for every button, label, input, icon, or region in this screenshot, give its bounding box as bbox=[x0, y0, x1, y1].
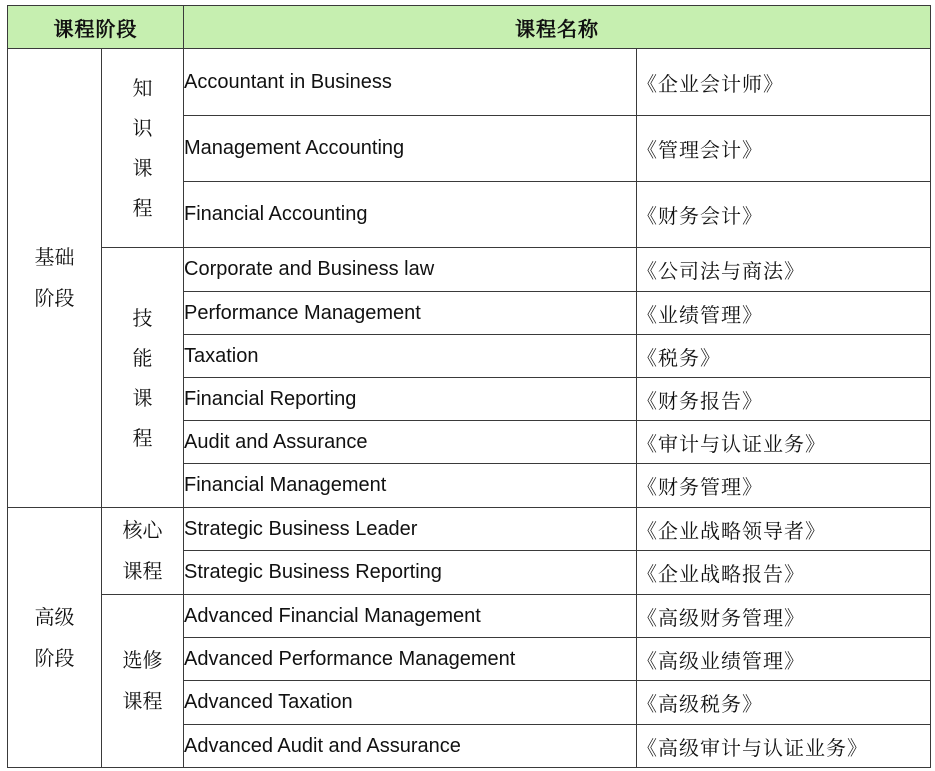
course-name-en: Financial Management bbox=[184, 464, 637, 508]
course-name-zh: 《企业会计师》 bbox=[637, 49, 931, 116]
advanced-stage-line2: 阶段 bbox=[34, 645, 75, 670]
advanced-stage-line1: 高级 bbox=[34, 604, 75, 629]
course-name-zh: 《高级财务管理》 bbox=[637, 595, 931, 638]
elective-courses-label bbox=[102, 595, 184, 768]
course-name-en: Management Accounting bbox=[184, 116, 637, 182]
course-name-zh: 《企业战略报告》 bbox=[637, 551, 931, 595]
basic-stage-line2: 阶段 bbox=[34, 286, 75, 310]
course-name-en: Financial Accounting bbox=[184, 182, 637, 248]
course-name-zh: 《财务报告》 bbox=[637, 378, 931, 421]
table-row bbox=[8, 508, 931, 551]
header-row bbox=[8, 6, 931, 49]
course-name-en: Advanced Financial Management bbox=[184, 595, 637, 638]
core-label-line2: 课程 bbox=[122, 559, 163, 583]
course-name-en: Advanced Taxation bbox=[184, 681, 637, 725]
skills-char: 程 bbox=[132, 425, 153, 450]
course-name-zh: 《税务》 bbox=[637, 335, 931, 378]
course-name-zh: 《业绩管理》 bbox=[637, 292, 931, 335]
skills-char: 能 bbox=[132, 345, 153, 370]
knowledge-char: 识 bbox=[132, 116, 153, 140]
course-table bbox=[7, 5, 931, 768]
course-name-en: Advanced Audit and Assurance bbox=[184, 725, 637, 768]
course-name-en: Corporate and Business law bbox=[184, 248, 637, 292]
knowledge-courses-label bbox=[102, 49, 184, 248]
advanced-stage-label bbox=[8, 508, 102, 768]
course-name-en: Financial Reporting bbox=[184, 378, 637, 421]
header-course-name: 课程名称 bbox=[184, 6, 931, 49]
skills-char: 技 bbox=[132, 305, 153, 330]
course-name-zh: 《公司法与商法》 bbox=[637, 248, 931, 292]
core-courses-label bbox=[102, 508, 184, 595]
course-name-zh: 《高级审计与认证业务》 bbox=[637, 725, 931, 768]
course-name-en: Performance Management bbox=[184, 292, 637, 335]
course-name-zh: 《财务管理》 bbox=[637, 464, 931, 508]
table-row bbox=[8, 49, 931, 116]
knowledge-char: 课 bbox=[132, 156, 153, 180]
course-name-en: Audit and Assurance bbox=[184, 421, 637, 464]
course-name-en: Strategic Business Reporting bbox=[184, 551, 637, 595]
table-row bbox=[8, 595, 931, 638]
skills-char: 课 bbox=[132, 385, 153, 410]
table-row bbox=[8, 248, 931, 292]
basic-stage-line1: 基础 bbox=[34, 245, 75, 269]
header-stage: 课程阶段 bbox=[8, 6, 184, 49]
course-name-zh: 《财务会计》 bbox=[637, 182, 931, 248]
elective-label-line2: 课程 bbox=[122, 689, 163, 713]
skills-courses-label bbox=[102, 248, 184, 508]
course-name-zh: 《审计与认证业务》 bbox=[637, 421, 931, 464]
knowledge-char: 知 bbox=[132, 76, 153, 100]
course-name-zh: 《企业战略领导者》 bbox=[637, 508, 931, 551]
course-name-en: Accountant in Business bbox=[184, 49, 637, 116]
course-name-en: Advanced Performance Management bbox=[184, 638, 637, 681]
course-name-zh: 《高级税务》 bbox=[637, 681, 931, 725]
course-name-en: Strategic Business Leader bbox=[184, 508, 637, 551]
basic-stage-label bbox=[8, 49, 102, 508]
core-label-line1: 核心 bbox=[122, 518, 163, 542]
course-name-en: Taxation bbox=[184, 335, 637, 378]
knowledge-char: 程 bbox=[132, 196, 153, 220]
course-name-zh: 《高级业绩管理》 bbox=[637, 638, 931, 681]
elective-label-line1: 选修 bbox=[122, 648, 163, 672]
course-name-zh: 《管理会计》 bbox=[637, 116, 931, 182]
